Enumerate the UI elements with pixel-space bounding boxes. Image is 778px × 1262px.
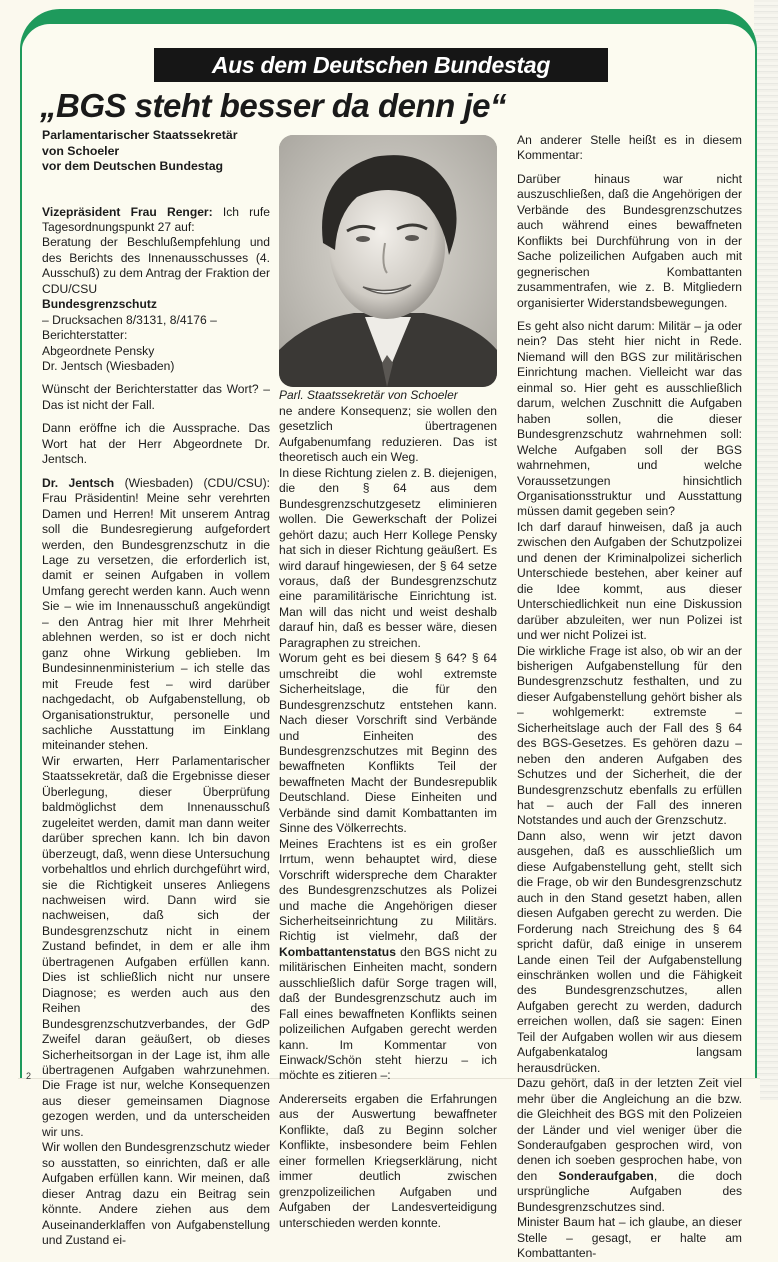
quote-paragraph: Andererseits ergaben die Erfahrungen aus der Auswertung bewaffneter Konflikte, daß zu Beginn solcher Konflikte, insbesondere beim Fehlen einer formellen Kriegserklärung, nicht immer deutlich zwischen grenzpolizeilichen Aufgaben und Aufgaben der Landesverteidigung unterschieden werden konnte. — [279, 1091, 497, 1230]
quote-paragraph: Darüber hinaus war nicht auszuschließen, daß die Angehörigen der Verbände des Bundesgrenzschutzes auch während eines bewaffneten Konflikts bei Durchführung von in der Sache polizeilichen Aufgaben auch mit gegnerischen Kombattanten zusammentrafen, wie z. B. Mitgliedern organisierter Widerstandsbewegungen. — [517, 171, 742, 310]
speaker-name: Vizepräsident Frau Renger: — [42, 204, 213, 219]
article-subtitle: Parlamentarischer Staatssekretär von Schoeler vor dem Deutschen Bundestag — [42, 128, 238, 173]
paragraph: Meines Erachtens ist es ein großer Irrtum, wenn behauptet wird, diese Vorschrift widerspreche dem Charakter des Bundesgrenzschutzes als Polizei und mache die Angehörigen dieser Sicherheitseinrichtung zu Militärs. Richtig ist vielmehr, daß der Kombattantenstatus den BGS nicht zu militärischen Einheiten macht, sondern ausschließlich dafür Sorge tragen will, daß der Bundesgrenzschutz auch im Fall eines bewaffneten Konflikts seinen polizeilichen Aufgaben gerecht werden kann. Im Kommentar von Einwack/Schön steht hierzu – ich möchte es zitieren –: — [279, 836, 497, 1083]
photo-caption: Parl. Staatssekretär von Schoeler — [279, 388, 458, 402]
page-edge — [754, 0, 778, 1100]
column-1 — [42, 128, 270, 1248]
paragraph: Wir erwarten, Herr Parlamentarischer Staatssekretär, daß die Ergebnisse dieser Überlegung, dieser Überprüfung baldmöglichst dem Innenausschuß zugeleitet werden, damit man dann weiter darüber sprechen kann. Ich bin davon überzeugt, daß, wenn diese Untersuchung vorbehaltlos und ehrlich durchgeführt wird, sie die Richtigkeit unseres Anliegens nachweisen wird. Dann wird sie nachweisen, daß sich der Bundesgrenzschutz nicht in einem Zustand befindet, in dem er alle ihm übertragenen Aufgaben erfüllen kann. Dies ist schließlich nicht nur unsere Diagnose; es werden auch aus den Reihen des Bundesgrenzschutzverbandes, der GdP Zweifel daran geäußert, ob dieses Sicherheitsorgan in der Lage ist, ihm alle übertragenen Aufgaben wahrzunehmen. Die Frage ist nur, welche Konsequenzen aus dieser gemeinsamen Diagnose gezogen werden, und da unterscheiden wir uns. — [42, 753, 270, 1139]
section-kicker: Aus dem Deutschen Bundestag — [154, 48, 608, 82]
paragraph: Wünscht der Berichterstatter das Wort? – Das ist nicht der Fall. — [42, 382, 270, 412]
headline: „BGS steht besser da denn je“ — [40, 87, 506, 124]
page-number: 2 — [26, 1071, 32, 1081]
paragraph: Minister Baum hat – ich glaube, an dieser Stelle – gesagt, er halte am Kombattanten- — [517, 1215, 742, 1261]
paragraph: – Drucksachen 8/3131, 8/4176 – — [42, 312, 217, 327]
emphasis: Sonderaufgaben — [558, 1168, 654, 1183]
speaker-name: Dr. Jentsch — [42, 475, 115, 490]
emphasis: Kombattantenstatus — [279, 944, 396, 959]
paragraph: Worum geht es bei diesem § 64? § 64 umschreibt die wohl extremste Sicherheitslage, die für den Bundesgrenzschutz entstehen kann. Nach dieser Vorschrift sind Verbände und Einheiten des Bundesgrenzschutzes mit Beginn des bewaffneten Konflikts Teil der bewaffneten Macht der Bundesrepublik Deutschland. Diese Einheiten und Verbände sind damit Kombattanten im Sinne des Völkerrechts. — [279, 651, 497, 836]
paragraph: Wir wollen den Bundesgrenzschutz wieder so ausstatten, so einrichten, daß er alle Aufgaben erfüllen kann. Wir meinen, daß dieser Antrag dazu ein Beitrag sein könnte. Andere ziehen aus dem Auseinanderklaffen von Aufgabenstellung und Zustand ei- — [42, 1140, 270, 1247]
paragraph: Ich darf darauf hinweisen, daß ja auch zwischen den Aufgaben der Schutzpolizei und denen der Kriminalpolizei sicherlich Unterschiede bestehen, aber keiner auf die Idee kommt, aus dieser Unterschiedlichkeit nun eine Diskussion darüber abzuleiten, wer nun Polizei ist und wer nicht Polizei ist. — [517, 519, 742, 643]
paragraph: In diese Richtung zielen z. B. diejenigen, die den § 64 aus dem Bundesgrenzschutzgesetz eliminieren wollen. Die Gewerkschaft der Polizei gehört dazu; auch Herr Kollege Pensky hat sich in dieser Richtung geäußert. Es wird darauf hingewiesen, der § 64 setze voraus, daß der Bundesgrenzschutz eine paramilitärische Einrichtung ist. Man will das nicht und weist deshalb darauf hin, daß es besser wäre, diesen Paragraphen zu streichen. — [279, 465, 497, 650]
paragraph: ne andere Konsequenz; sie wollen den gesetzlich übertragenen Aufgabenumfang reduzieren. Das ist theoretisch auch ein Weg. — [279, 404, 497, 465]
paragraph: Die wirkliche Frage ist also, ob wir an der bisherigen Aufgabenstellung für den Bundesgrenzschutz festhalten, und zu dieser Aufgabenstellung gehört bisher als – wohlgemerkt: extremste – Sicherheitslage auch der Fall des § 64 des BGS-Gesetzes. Es gehören dazu – neben den anderen Aufgaben des Schutzes und der Sicherheit, die der Bundesgrenzschutz ebenfalls zu erfüllen hat – auch der Fall des inneren Notstandes und auch der Grenzschutz. — [517, 643, 742, 828]
paragraph: Dr. Jentsch (Wiesbaden) — [42, 359, 175, 374]
paragraph: Vizepräsident Frau Renger: Ich rufe Tagesordnungspunkt 27 auf: — [42, 204, 270, 234]
column-3 — [517, 128, 742, 1262]
column-2 — [279, 392, 497, 1231]
paragraph: An anderer Stelle heißt es in diesem Kommentar: — [517, 133, 742, 163]
paragraph: Dazu gehört, daß in der letzten Zeit viel mehr über die Angleichung an die bzw. die Gleichheit des BGS mit den Polizeien der Länder und viel weniger über die Sonderaufgaben gesprochen wird, von denen ich soeben gesprochen habe, von den Sonderaufgaben, die doch ursprüngliche Aufgaben des Bundesgrenzschutzes sind. — [517, 1076, 742, 1214]
paragraph: Abgeordnete Pensky — [42, 343, 155, 358]
paragraph: Bundesgrenzschutz — [42, 297, 157, 312]
paragraph: Es geht also nicht darum: Militär – ja oder nein? Das steht hier nicht in Rede. Niemand will den BGS zur militärischen Einrichtung machen. Vielleicht war das einmal so. Hier geht es ausschließlich darum, welchen Zuschnitt die Aufgaben haben sollen, die dieser Bundesgrenzschutz wahrnehmen soll: Welche Aufgaben soll der BGS wahrnehmen, und welche Voraussetzungen hinsichtlich Organisationsstruktur und Ausstattung müssen damit gegeben sein? — [517, 318, 742, 519]
paragraph: Berichterstatter: — [42, 328, 128, 343]
paragraph: Beratung der Beschlußempfehlung und des Berichts des Innenausschusses (4. Ausschuß) zu dem Antrag der Fraktion der CDU/CSU — [42, 235, 270, 296]
paragraph: Dr. Jentsch (Wiesbaden) (CDU/CSU): Frau Präsidentin! Meine sehr verehrten Damen und Herren! Mit unserem Antrag soll die Bundesregierung aufgefordert werden, den Bundesgrenzschutz in die Lage zu versetzen, die erforderlich ist, damit er seinen Aufgaben in vollem Umfang gerecht werden kann. Auch wenn Sie – wie im Innenausschuß angekündigt – den Antrag hier mit Ihrer Mehrheit ablehnen werden, so ist er doch nicht ganz ohne Wirkung geblieben. Im Bundesinnenministerium – ich stelle das mit Freude fest – wird darüber nachgedacht, ob Aufgabenstellung, ob Organisationstruktur, personelle und sachliche Ausstattung im Einklang miteinander stehen. — [42, 475, 270, 753]
paragraph: Dann eröffne ich die Aussprache. Das Wort hat der Herr Abgeordnete Dr. Jentsch. — [42, 421, 270, 467]
paragraph: Dann also, wenn wir jetzt davon ausgehen, daß es ausschließlich um diese Aufgabenstellung geht, stellt sich die Frage, ob wir den Bundesgrenzschutz auch in den Stand gesetzt haben, allen diesen Aufgaben gerecht zu werden. Die Forderung nach Streichung des § 64 spricht dafür, daß einige in unserem Lande einen Teil der Aufgabenstellung einschränken wollen und die Fähigkeit des Bundesgrenzschutzes, allen Aufgaben gerecht zu werden, dadurch erreichen wollen, daß sie sagen: Einen Teil der Aufgaben wollen wir aus diesem Aufgabenkatalog langsam herausdrücken. — [517, 828, 742, 1075]
portrait-illustration — [279, 135, 497, 387]
portrait-photo — [279, 135, 497, 387]
